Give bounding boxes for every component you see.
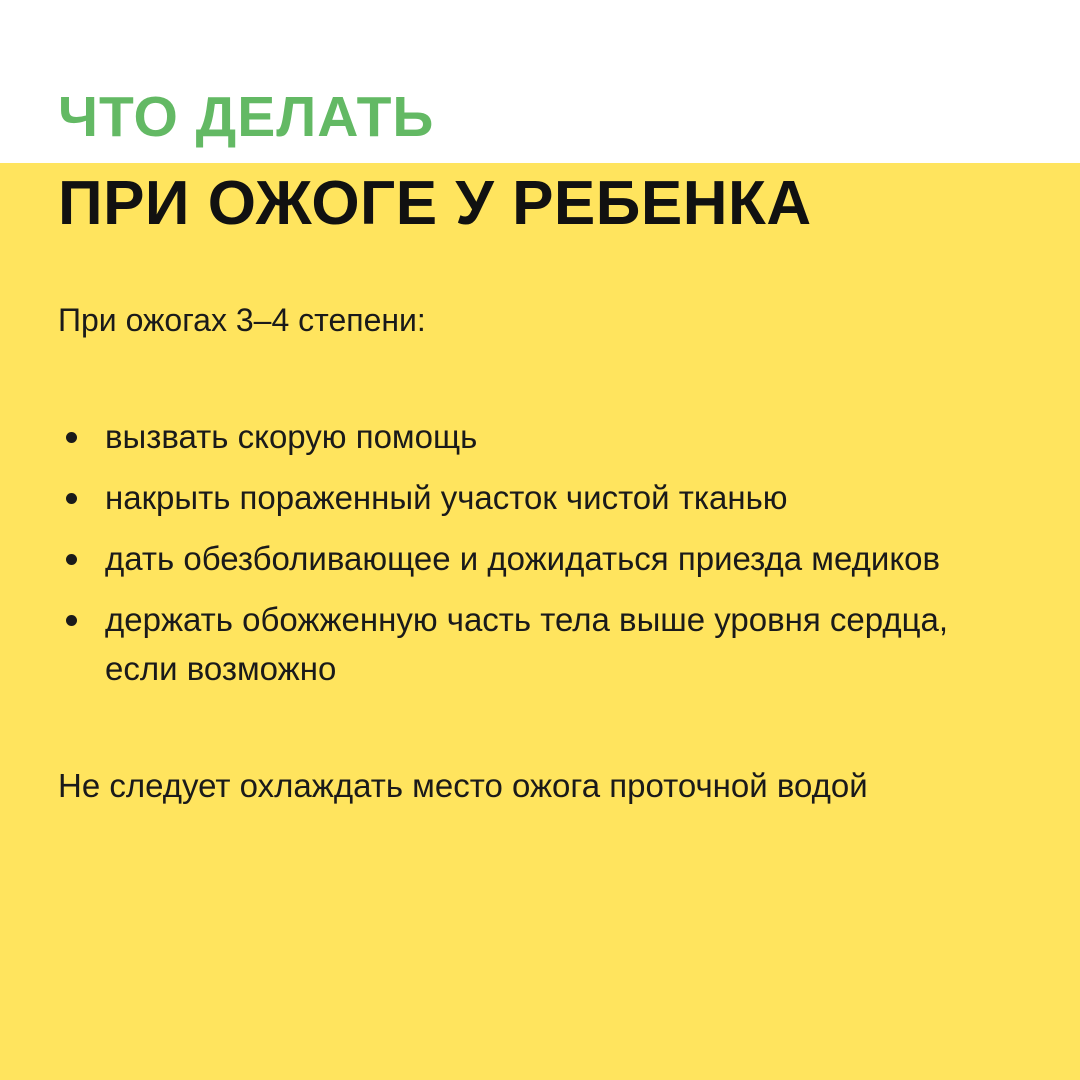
- list-item: [58, 534, 1018, 583]
- bullet-icon: [66, 615, 77, 626]
- footnote-text: Не следует охлаждать место ожога проточной водой: [58, 767, 868, 804]
- list-item-label: вызвать скорую помощь: [105, 418, 478, 455]
- bullet-icon: [66, 432, 77, 443]
- list-item: [58, 595, 1018, 693]
- list-item-label: дать обезболивающее и дожидаться приезда медиков: [105, 540, 941, 577]
- page-title-line2: ПРИ ОЖОГЕ У РЕБЕНКА: [58, 169, 812, 238]
- content-area: [58, 300, 1018, 840]
- list-item-label: держать обожженную часть тела выше уровня сердца, если возможно: [105, 601, 949, 687]
- list-item-label: накрыть пораженный участок чистой тканью: [105, 479, 788, 516]
- bullet-icon: [66, 554, 77, 565]
- steps-list: [58, 412, 1018, 693]
- bullet-icon: [66, 493, 77, 504]
- page-title-line1: ЧТО ДЕЛАТЬ: [58, 85, 435, 149]
- list-item: [58, 473, 1018, 522]
- intro-text: При ожогах 3–4 степени:: [58, 302, 426, 338]
- list-item: [58, 412, 1018, 461]
